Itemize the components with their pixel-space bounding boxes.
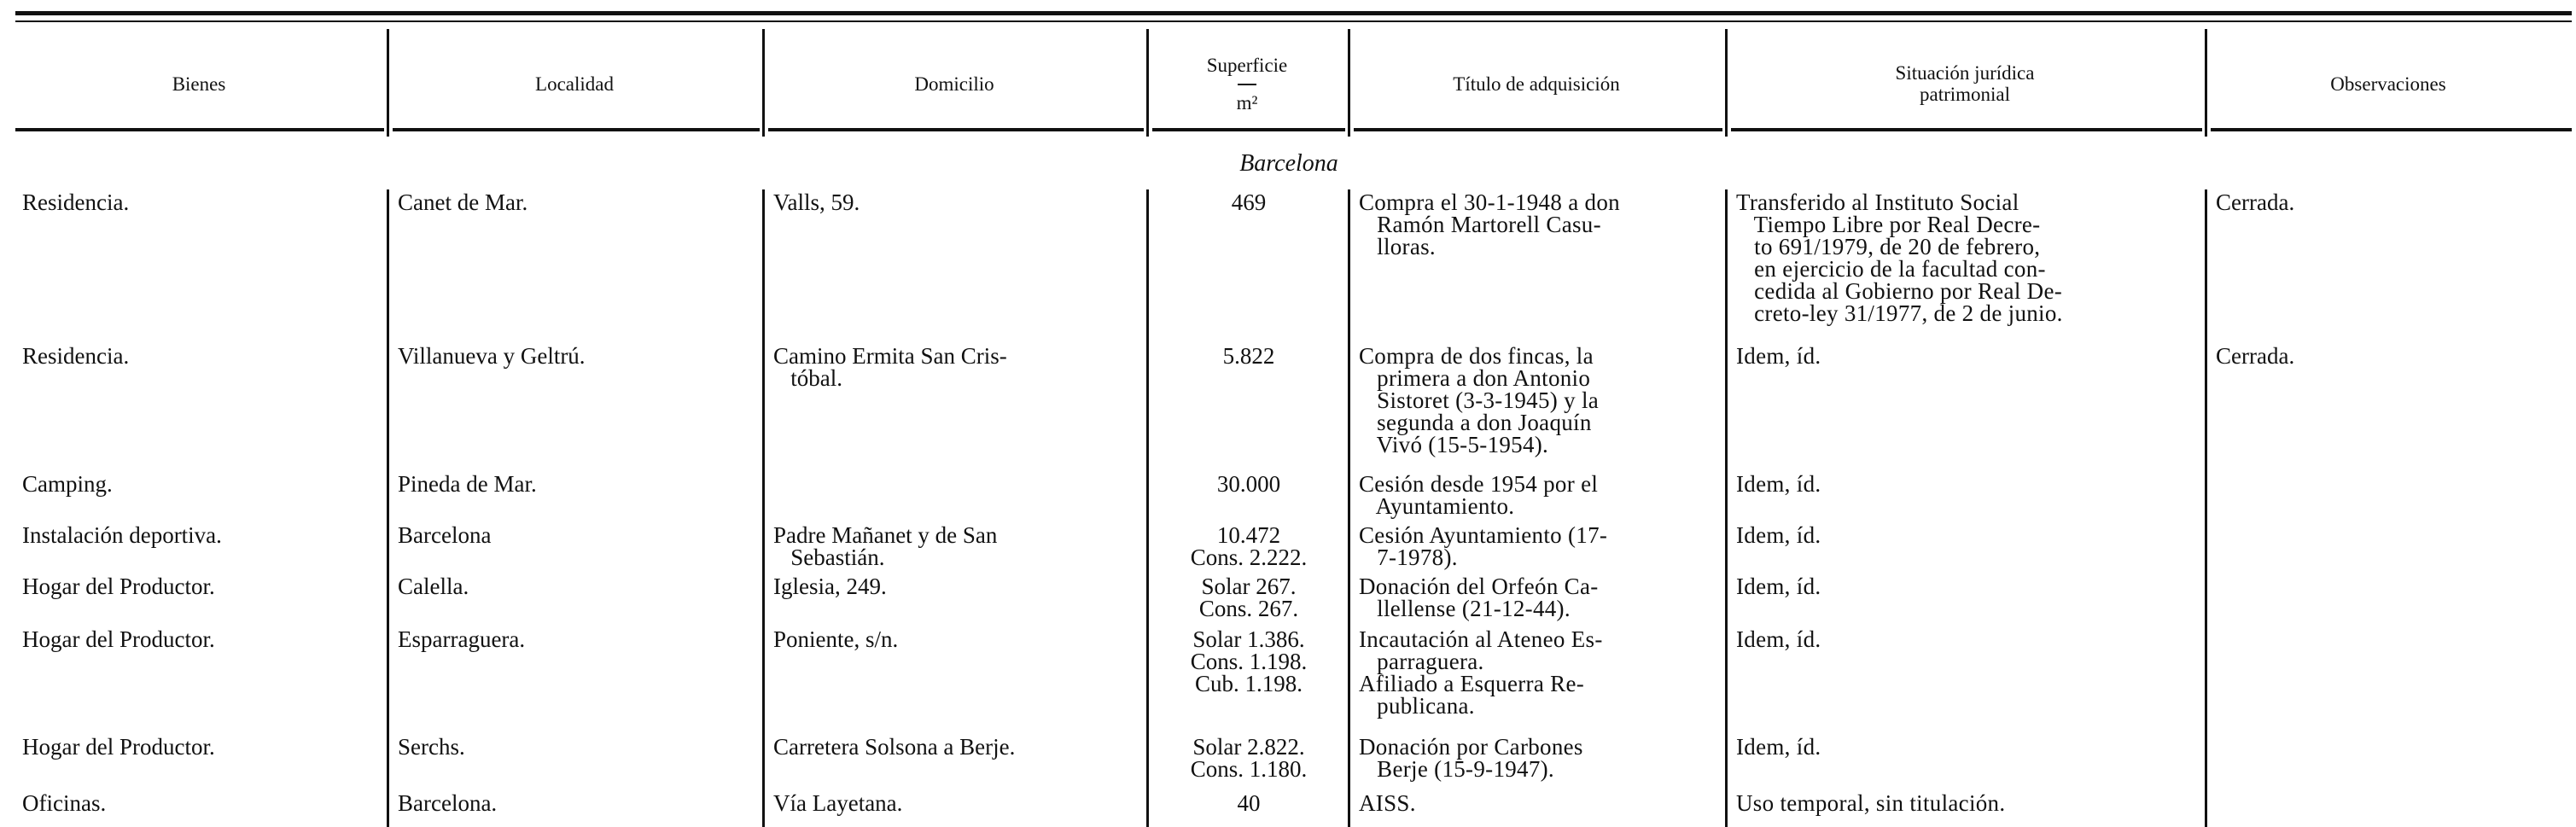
- cell-domicilio: Poniente, s/n.: [773, 626, 899, 652]
- header-situacion: [1729, 38, 2200, 130]
- section-title: Barcelona: [1239, 150, 1338, 177]
- cell-observaciones: Cerrada.: [2216, 343, 2295, 369]
- cell-titulo: Compra de dos fincas, la primera a don Antonio Sistoret (3-3-1945) y la segunda a don Joaquín Vivó (15-5-1954).: [1359, 343, 1600, 457]
- cell-situacion: Idem, íd.: [1736, 471, 1821, 497]
- top-rule-thick: [15, 11, 2572, 15]
- header-localidad: [391, 38, 758, 130]
- cell-domicilio: Iglesia, 249.: [773, 574, 887, 599]
- cell-domicilio: Carretera Solsona a Berje.: [773, 734, 1016, 760]
- cell-situacion: Idem, íd.: [1736, 734, 1821, 760]
- cell-bienes: Residencia.: [22, 189, 130, 215]
- header-situacion-line1: Situación jurídica: [1895, 62, 2035, 84]
- cell-situacion: Idem, íd.: [1736, 574, 1821, 599]
- cell-superficie: Solar 2.822. Cons. 1.180.: [1190, 734, 1308, 782]
- header-divider-5: [1725, 29, 1728, 137]
- cell-titulo: AISS.: [1359, 790, 1416, 816]
- cell-bienes: Hogar del Productor.: [22, 734, 215, 760]
- cell-titulo: Cesión Ayuntamiento (17- 7-1978).: [1359, 522, 1608, 570]
- cell-superficie: 5.822: [1222, 343, 1275, 369]
- header-bottom-rule-6: [1731, 128, 2202, 131]
- header-superficie: [1151, 38, 1343, 130]
- cell-localidad: Barcelona: [398, 522, 492, 548]
- cell-domicilio: Valls, 59.: [773, 189, 860, 215]
- header-bottom-rule-2: [393, 128, 760, 131]
- cell-superficie: 40: [1237, 790, 1261, 816]
- header-divider-4: [1348, 29, 1350, 137]
- cell-domicilio: Vía Layetana.: [773, 790, 903, 816]
- cell-domicilio: Padre Mañanet y de San Sebastián.: [773, 522, 998, 570]
- cell-bienes: Hogar del Productor.: [22, 574, 215, 599]
- header-domicilio-label: Domicilio: [914, 73, 994, 95]
- header-bottom-rule-4: [1152, 128, 1345, 131]
- cell-domicilio: Camino Ermita San Cris- tóbal.: [773, 343, 1007, 391]
- cell-localidad: Esparraguera.: [398, 626, 526, 652]
- cell-superficie: 469: [1231, 189, 1267, 215]
- cell-titulo: Donación por Carbones Berje (15-9-1947).: [1359, 734, 1583, 782]
- body-divider-3: [1146, 189, 1149, 827]
- header-titulo: [1352, 38, 1721, 130]
- header-divider-6: [2205, 29, 2207, 137]
- header-situacion-line2: patrimonial: [1919, 84, 2011, 105]
- header-divider-3: [1146, 29, 1149, 137]
- header-bottom-rule-1: [15, 128, 384, 131]
- header-superficie-label: Superficie: [1206, 54, 1288, 76]
- body-divider-4: [1348, 189, 1350, 827]
- header-bottom-rule-5: [1354, 128, 1722, 131]
- cell-titulo: Donación del Orfeón Ca- llellense (21-12-44).: [1359, 574, 1599, 621]
- header-superficie-unit: m²: [1236, 91, 1258, 114]
- body-divider-1: [387, 189, 389, 827]
- cell-bienes: Residencia.: [22, 343, 130, 369]
- header-observaciones-label: Observaciones: [2330, 73, 2446, 95]
- header-titulo-label: Título de adquisición: [1453, 73, 1620, 95]
- cell-localidad: Canet de Mar.: [398, 189, 528, 215]
- body-divider-5: [1725, 189, 1728, 827]
- superficie-fraction-bar: [1238, 84, 1256, 85]
- cell-superficie: 30.000: [1216, 471, 1281, 497]
- top-rule-thin: [15, 20, 2572, 22]
- cell-titulo: Incautación al Ateneo Es- parraguera. Afiliado a Esquerra Re- publicana.: [1359, 626, 1603, 719]
- cell-bienes: Camping.: [22, 471, 113, 497]
- cell-situacion: Idem, íd.: [1736, 343, 1821, 369]
- cell-titulo: Cesión desde 1954 por el Ayuntamiento.: [1359, 471, 1599, 519]
- cell-situacion: Transferido al Instituto Social Tiempo Libre por Real Decre- to 691/1979, de 20 de febrero, en ejercicio de la facultad con- cedida al Gobierno por Real De- creto-ley 31/1977, de 2 de junio.: [1736, 189, 2063, 326]
- cell-localidad: Calella.: [398, 574, 469, 599]
- cell-bienes: Instalación deportiva.: [22, 522, 222, 548]
- header-bottom-rule-3: [768, 128, 1144, 131]
- header-observaciones: [2209, 38, 2567, 130]
- header-divider-2: [762, 29, 765, 137]
- cell-situacion: Uso temporal, sin titulación.: [1736, 790, 2006, 816]
- cell-superficie: 10.472 Cons. 2.222.: [1190, 522, 1308, 570]
- body-divider-2: [762, 189, 765, 827]
- header-bienes: [15, 38, 382, 130]
- cell-bienes: Oficinas.: [22, 790, 107, 816]
- header-divider-1: [387, 29, 389, 137]
- cell-titulo: Compra el 30-1-1948 a don Ramón Martorell Casu- lloras.: [1359, 189, 1620, 259]
- header-localidad-label: Localidad: [535, 73, 614, 95]
- cell-superficie: Solar 267. Cons. 267.: [1198, 574, 1299, 621]
- header-bienes-label: Bienes: [172, 73, 226, 95]
- header-bottom-rule-7: [2211, 128, 2572, 131]
- cell-situacion: Idem, íd.: [1736, 522, 1821, 548]
- cell-localidad: Villanueva y Geltrú.: [398, 343, 586, 369]
- cell-localidad: Serchs.: [398, 734, 465, 760]
- cell-localidad: Barcelona.: [398, 790, 498, 816]
- cell-superficie: Solar 1.386. Cons. 1.198. Cub. 1.198.: [1190, 626, 1308, 696]
- cell-observaciones: Cerrada.: [2216, 189, 2295, 215]
- cell-localidad: Pineda de Mar.: [398, 471, 537, 497]
- cell-bienes: Hogar del Productor.: [22, 626, 215, 652]
- header-domicilio: [766, 38, 1142, 130]
- body-divider-6: [2205, 189, 2207, 827]
- cell-situacion: Idem, íd.: [1736, 626, 1821, 652]
